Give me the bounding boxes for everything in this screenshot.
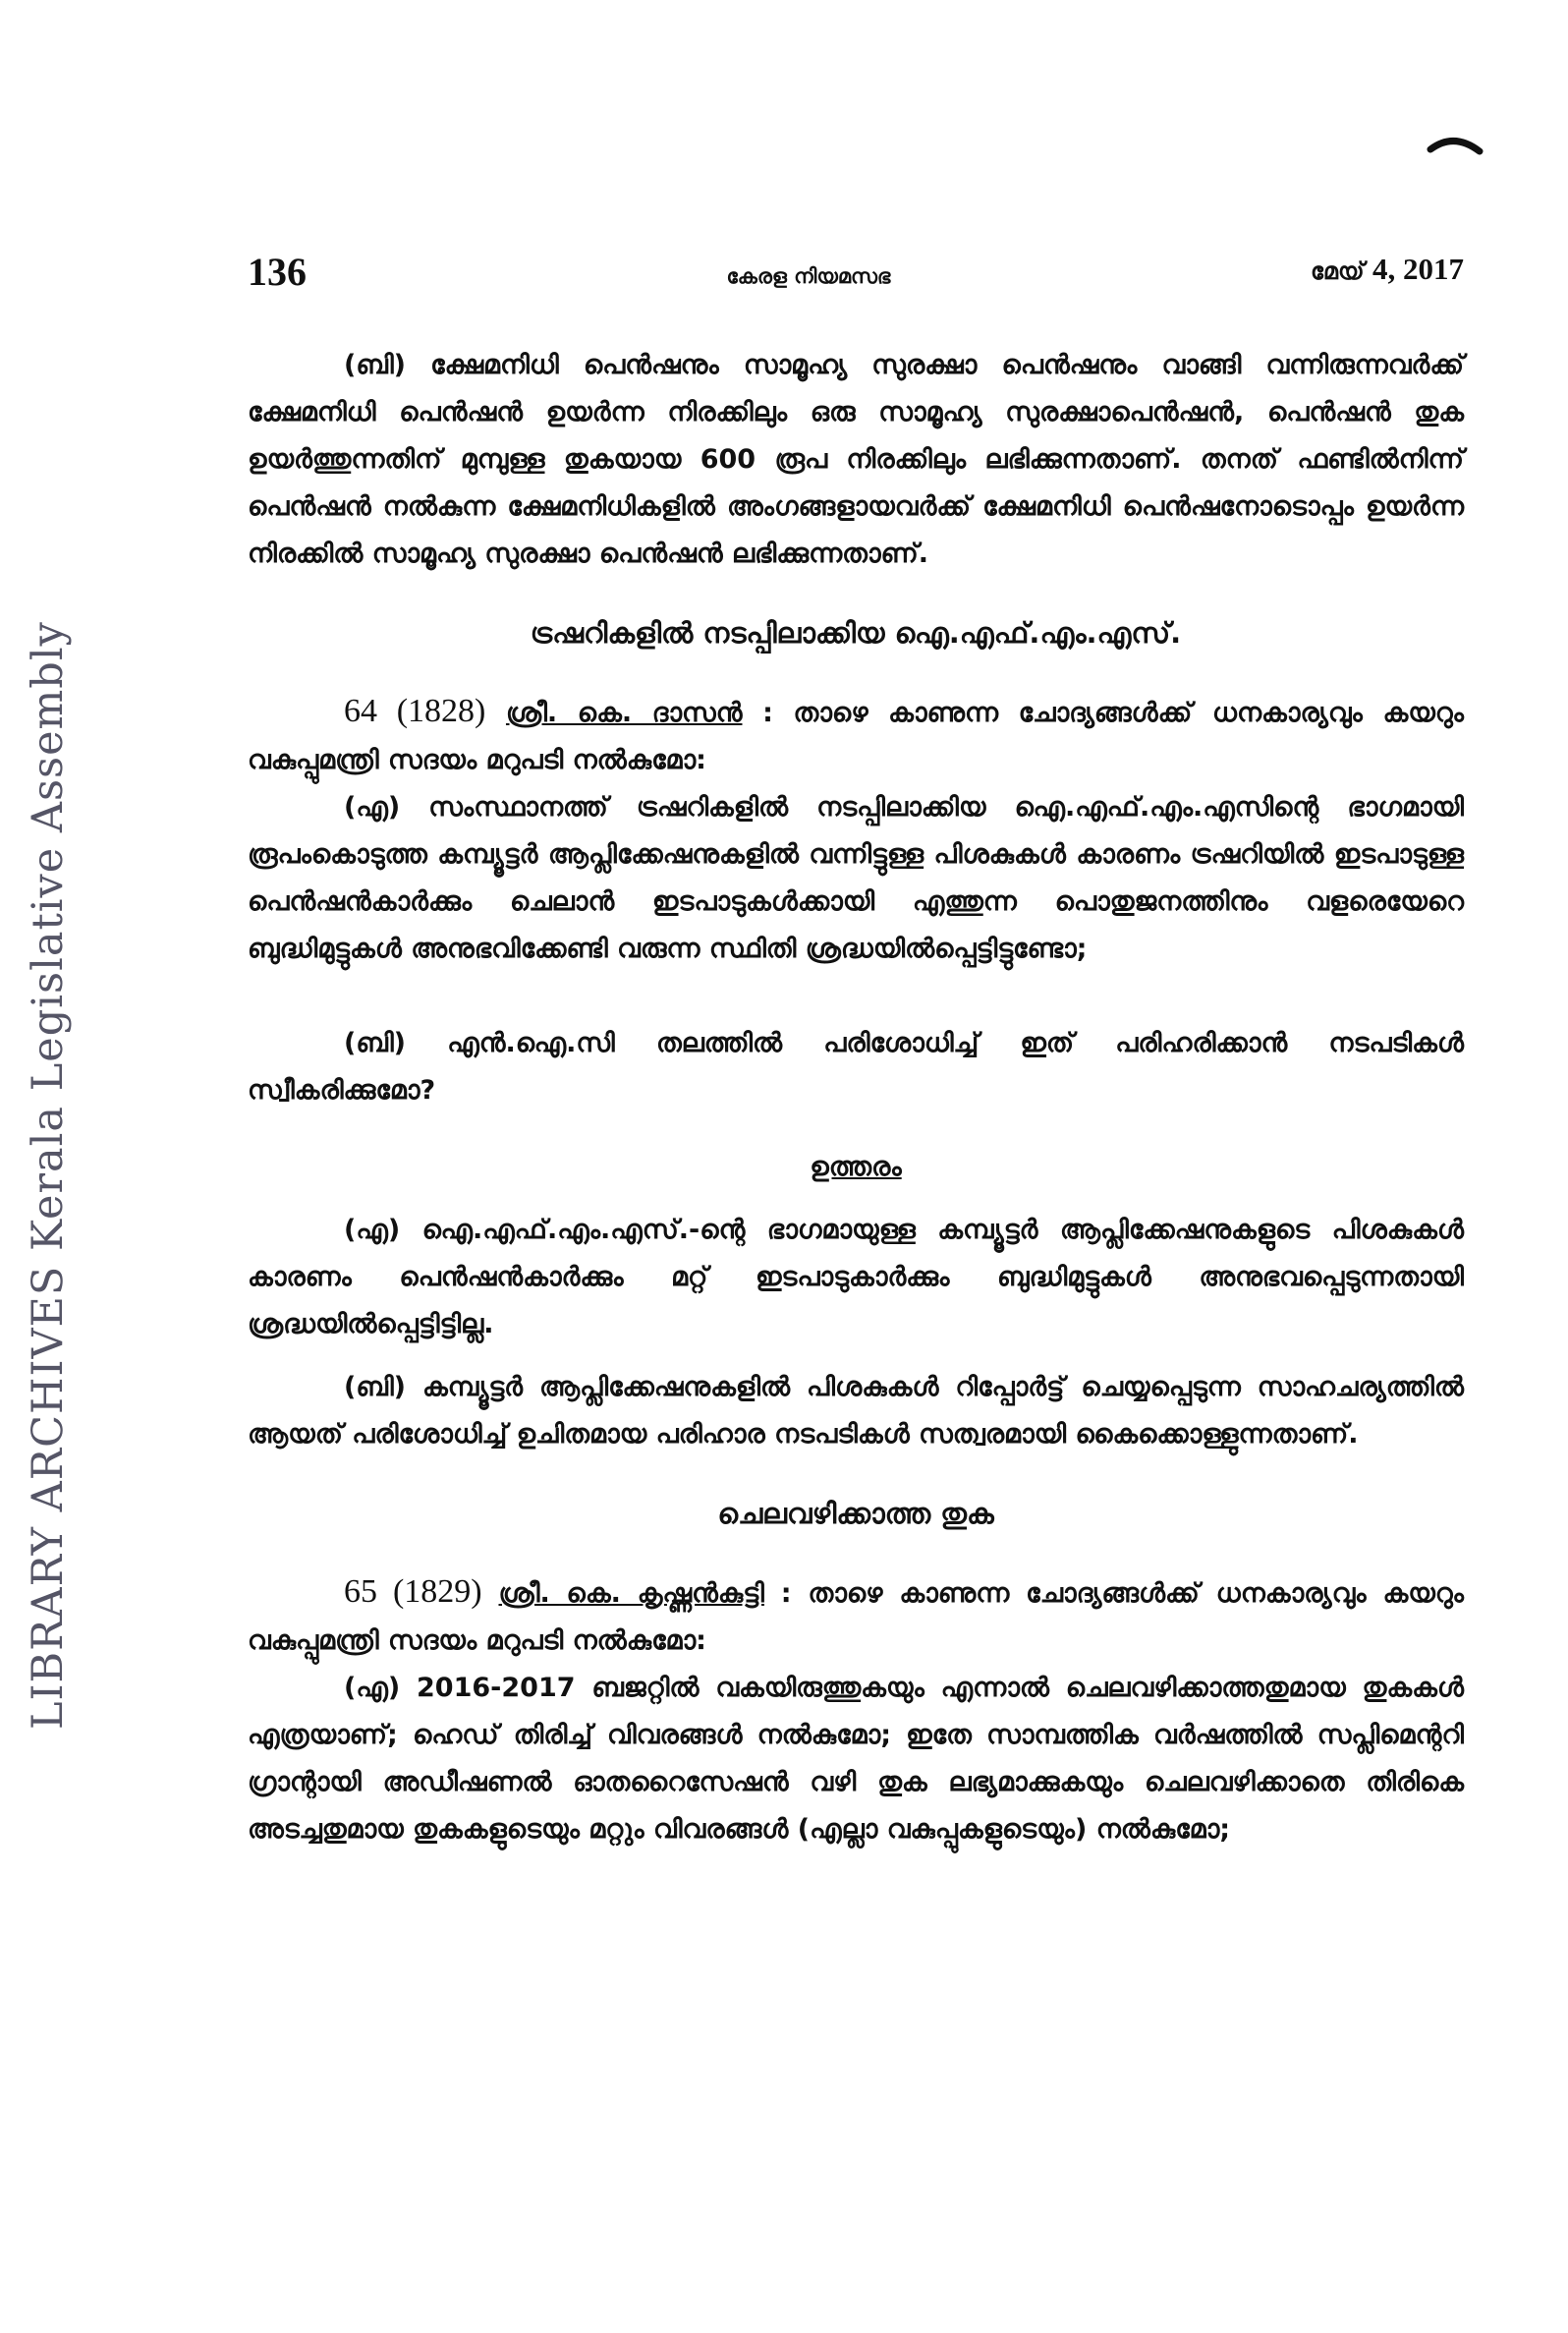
q64-part-a: (എ) സംസ്ഥാനത്ത് ട്രഷറികളിൽ നടപ്പിലാക്കിയ ഐ.എഫ്.എം.എസിന്റെ ഭാഗമായി രൂപംകൊടുത്ത കമ്പ്യൂട്ടർ ആപ്ലിക്കേഷനുകളിൽ വന്നിട്ടുള്ള പിശകുകൾ കാരണം ട്രഷറിയിൽ ഇടപാടുള്ള പെൻഷൻകാർക്കും ചെലാൻ ഇടപാടുകൾക്കായി എത്തുന്ന പൊതുജനത്തിനും വളരെയേറെ ബുദ്ധിമുട്ടുകൾ അനുഭവിക്കേണ്ടി വരുന്ന സ്ഥിതി ശ്രദ്ധയിൽപ്പെട്ടിട്ടുണ്ടോ; [248, 792, 1464, 964]
page-date [1311, 252, 1464, 295]
scan-mark [1427, 126, 1485, 165]
document-page [248, 246, 1464, 1853]
q64-member: ശ്രീ. കെ. ദാസൻ [505, 698, 743, 728]
q64-answer-heading: ഉത്തരം [810, 1152, 902, 1182]
q64-intro-text: : താഴെ കാണുന്ന ചോദ്യങ്ങൾക്ക് ധനകാര്യവും കയറും വകുപ്പുമന്ത്രി സദയം മറുപടി നൽകുമോ: [248, 698, 1464, 775]
q65-number: 65 (1829) [344, 1573, 482, 1610]
q64-number: 64 (1828) [344, 693, 486, 729]
q64-answer-b: (ബി) കമ്പ്യൂട്ടർ ആപ്ലിക്കേഷനുകളിൽ പിശകുകൾ റിപ്പോർട്ട് ചെയ്യപ്പെടുന്ന സാഹചര്യത്തിൽ ആയത് പരിശോധിച്ച് ഉചിതമായ പരിഹാര നടപടികൾ സത്വരമായി കൈക്കൊള്ളുന്നതാണ്. [248, 1372, 1464, 1450]
running-title: കേരള നിയമസഭ [726, 264, 891, 288]
page-number: 136 [248, 250, 307, 294]
intro-paragraph: (ബി) ക്ഷേമനിധി പെൻഷനും സാമൂഹ്യ സുരക്ഷാ പെൻഷനും വാങ്ങി വന്നിരുന്നവർക്ക് ക്ഷേമനിധി പെൻഷൻ ഉയർന്ന നിരക്കിലും ഒരു സാമൂഹ്യ സുരക്ഷാപെൻഷൻ, പെൻഷൻ തുക ഉയർത്തുന്നതിന് മുമ്പുള്ള തുകയായ 600 രൂപ നിരക്കിലും ലഭിക്കുന്നതാണ്. തനത് ഫണ്ടിൽനിന്ന് പെൻഷൻ നൽകുന്ന ക്ഷേമനിധികളിൽ അംഗങ്ങളായവർക്ക് ക്ഷേമനിധി പെൻഷനോടൊപ്പം ഉയർന്ന നിരക്കിൽ സാമൂഹ്യ സുരക്ഷാ പെൻഷൻ ലഭിക്കുന്നതാണ്. [248, 350, 1464, 569]
q65-heading: ചെലവഴിക്കാത്ത തുക [717, 1497, 994, 1530]
q65-member: ശ്രീ. കെ. കൃഷ്ണൻകുട്ടി [498, 1578, 764, 1609]
q65-intro-text: : താഴെ കാണുന്ന ചോദ്യങ്ങൾക്ക് ധനകാര്യവും കയറും വകുപ്പുമന്ത്രി സദയം മറുപടി നൽകുമോ: [248, 1578, 1464, 1656]
q64-answer-a: (എ) ഐ.എഫ്.എം.എസ്.-ന്റെ ഭാഗമായുള്ള കമ്പ്യൂട്ടർ ആപ്ലിക്കേഷനുകളുടെ പിശകുകൾ കാരണം പെൻഷൻകാർക്കും മറ്റ് ഇടപാടുകാർക്കും ബുദ്ധിമുട്ടുകൾ അനുഭവപ്പെടുന്നതായി ശ്രദ്ധയിൽപ്പെട്ടിട്ടില്ല. [248, 1215, 1464, 1339]
q64-part-b: (ബി) എൻ.ഐ.സി തലത്തിൽ പരിശോധിച്ച് ഇത് പരിഹരിക്കാൻ നടപടികൾ സ്വീകരിക്കുമോ? [248, 1028, 1464, 1106]
date-value: 4, 2017 [1372, 252, 1464, 286]
q65-part-a: (എ) 2016-2017 ബജറ്റിൽ വകയിരുത്തുകയും എന്നാൽ ചെലവഴിക്കാത്തതുമായ തുകകൾ എത്രയാണ്; ഹെഡ് തിരിച്ച് വിവരങ്ങൾ നൽകുമോ; ഇതേ സാമ്പത്തിക വർഷത്തിൽ സപ്ലിമെന്ററി ഗ്രാന്റായി അഡീഷണൽ ഓതറൈസേഷൻ വഴി തുക ലഭ്യമാക്കുകയും ചെലവഴിക്കാതെ തിരികെ അടച്ചതുമായ തുകകളുടെയും മറ്റും വിവരങ്ങൾ (എല്ലാ വകുപ്പുകളുടെയും) നൽകുമോ; [248, 1673, 1464, 1845]
archive-watermark: LIBRARY ARCHIVES Kerala Legislative Assembly [24, 621, 73, 1730]
q65-question-intro [248, 1568, 1464, 1665]
date-prefix: മേയ് [1311, 257, 1365, 285]
q64-heading: ട്രഷറികളിൽ നടപ്പിലാക്കിയ ഐ.എഫ്.എം.എസ്. [530, 616, 1182, 650]
q64-question-intro [248, 688, 1464, 784]
page-header [248, 246, 1464, 295]
